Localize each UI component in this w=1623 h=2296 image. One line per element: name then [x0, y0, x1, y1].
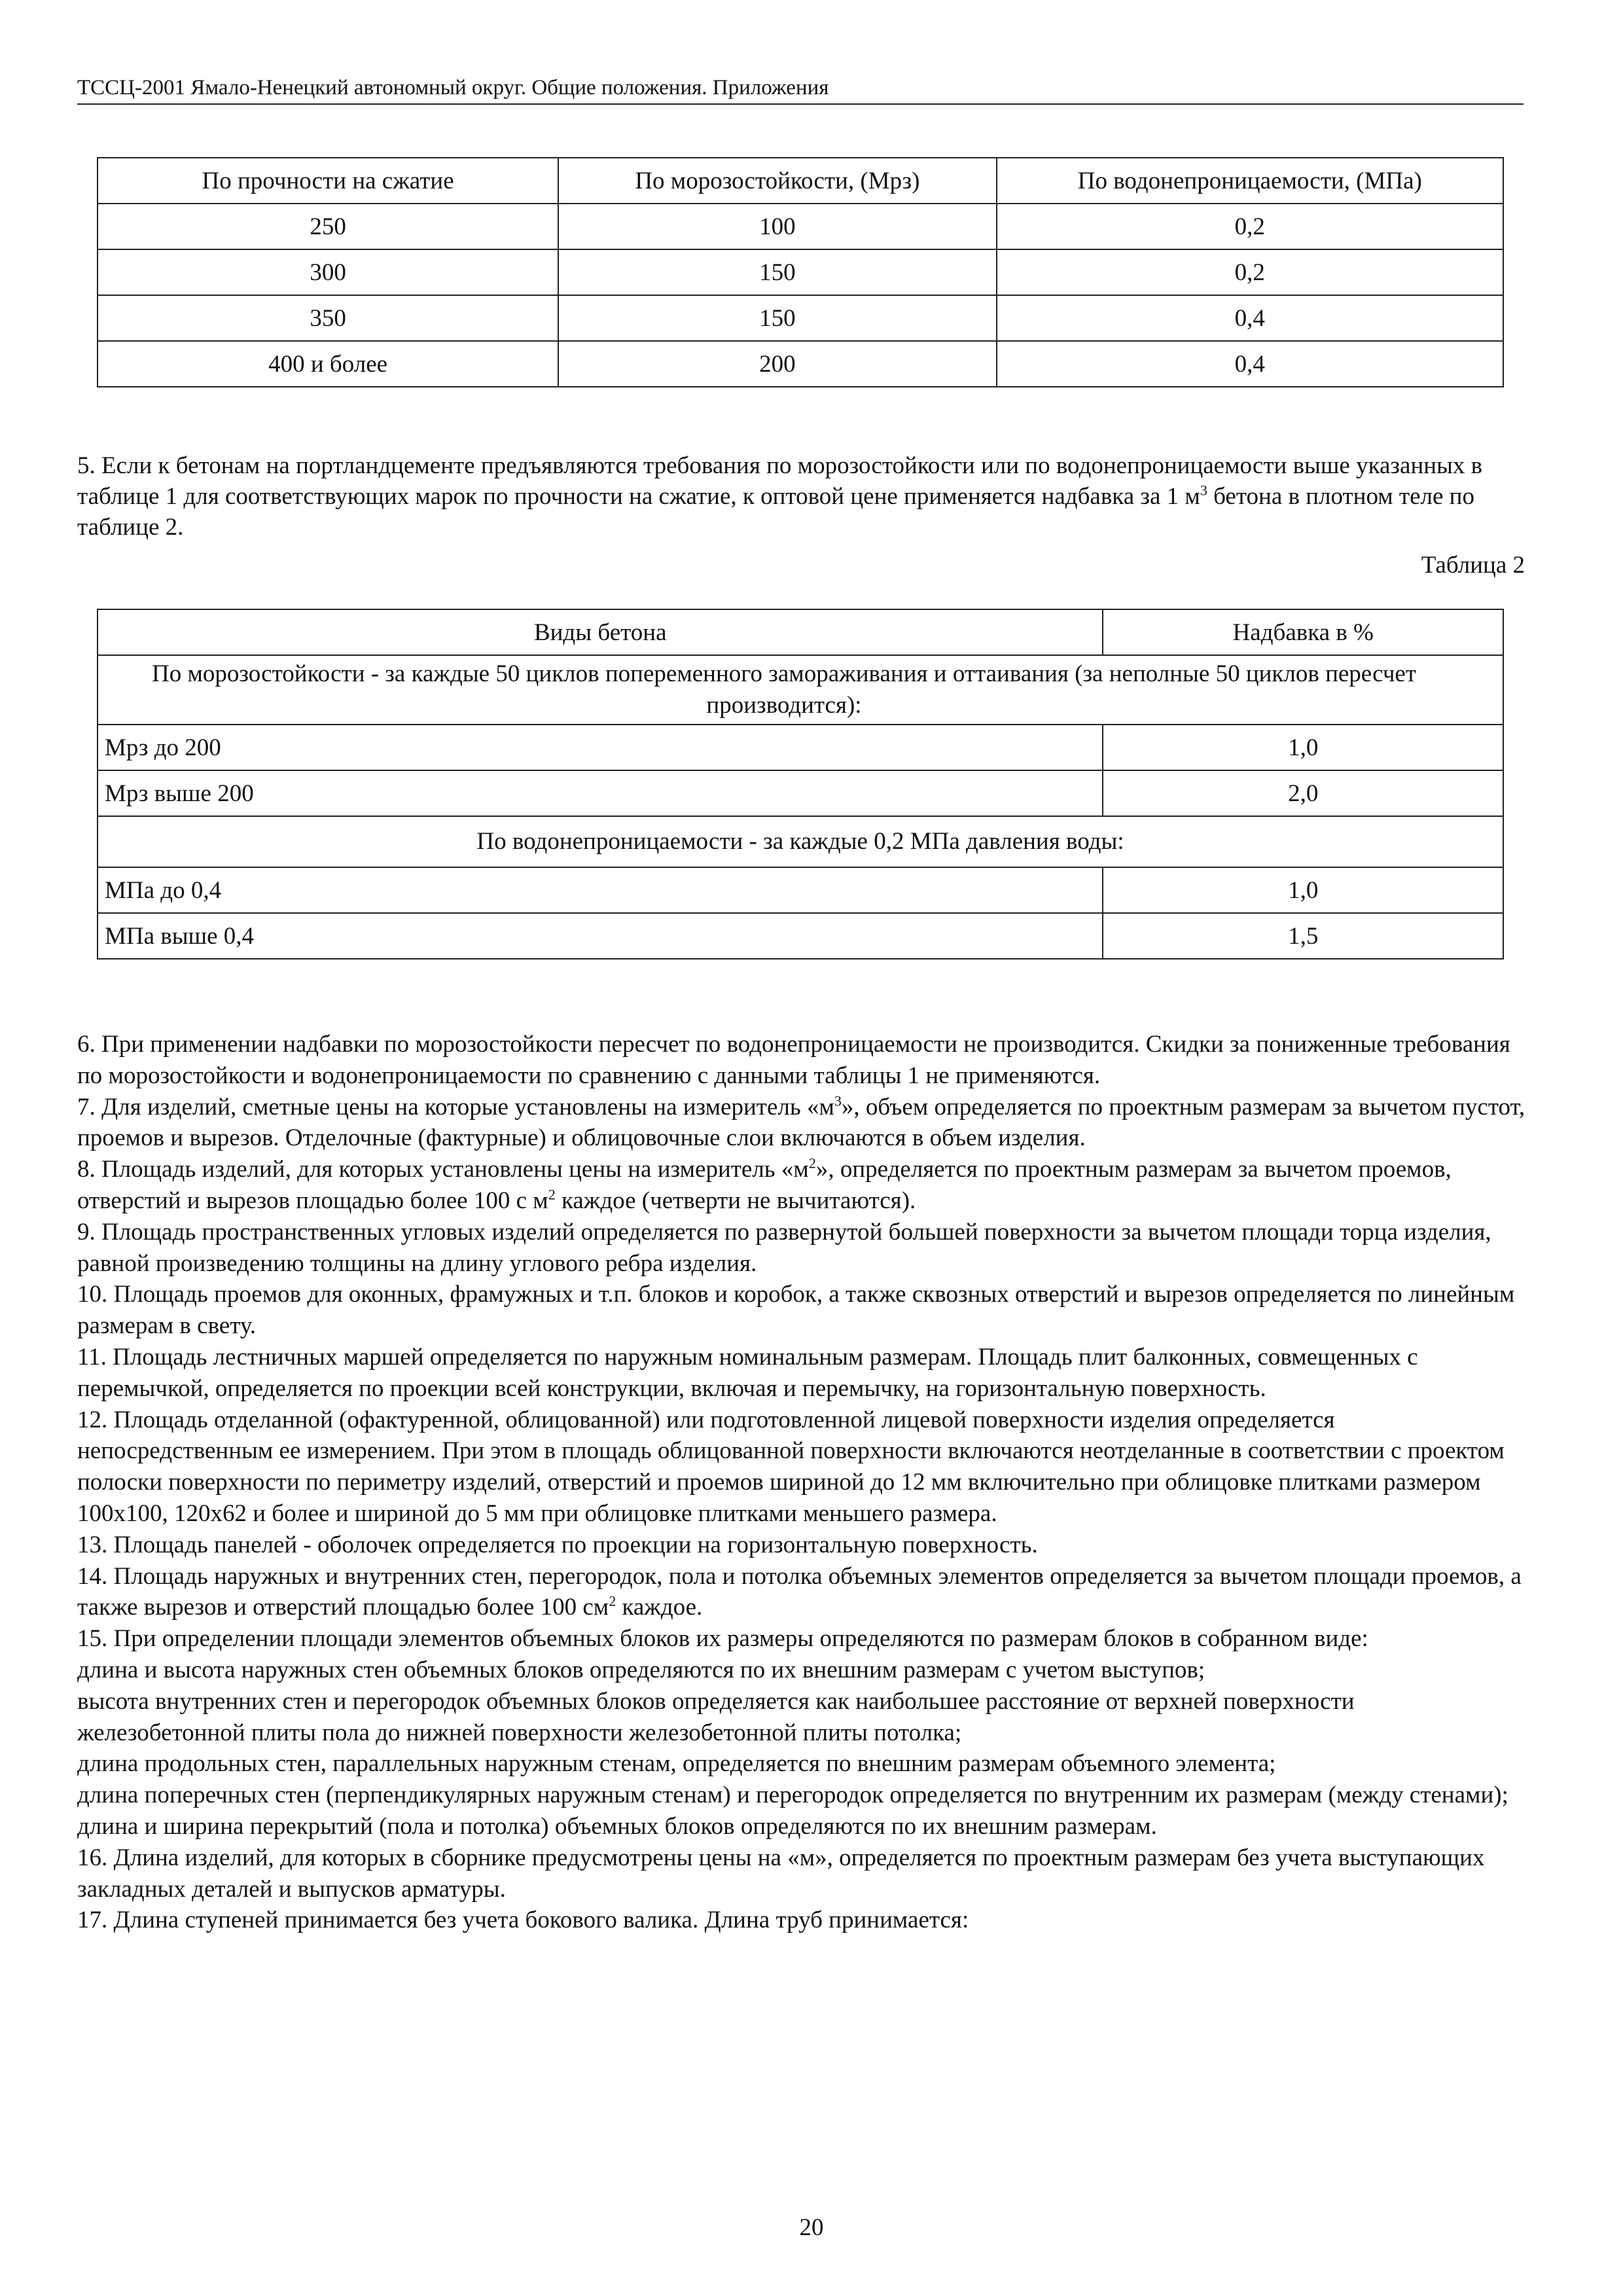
table-cell: 150 — [558, 249, 996, 295]
superscript: 2 — [609, 1593, 616, 1610]
paragraph-15-item: длина и высота наружных стен объемных блоков определяются по их внешним размерам с учетом выступов; — [77, 1656, 1205, 1683]
table-cell: Мрз выше 200 — [98, 770, 1103, 816]
table-row — [98, 204, 1503, 249]
table-row — [98, 913, 1503, 959]
table-cell: 0,4 — [997, 295, 1503, 341]
table-cell: 0,2 — [997, 204, 1503, 249]
table-2-header-type: Виды бетона — [98, 609, 1103, 655]
table-cell: МПа до 0,4 — [98, 867, 1103, 913]
table-2-section-frost: По морозостойкости - за каждые 50 циклов попеременного замораживания и оттаивания (за неполные 50 циклов пересчет производится): — [98, 655, 1503, 725]
table-2-section-row — [98, 655, 1503, 725]
paragraph-9: 9. Площадь пространственных угловых изделий определяется по развернутой большей поверхности за вычетом площади торца изделия, равной произведению толщины на длину углового ребра изделия. — [77, 1218, 1491, 1277]
paragraph-text: 14. Площадь наружных и внутренних стен, перегородок, пола и потолка объемных элементов определяется за вычетом площади проемов, а также вырезов и отверстий площадью более 100 см — [77, 1562, 1522, 1621]
table-cell: Мрз до 200 — [98, 725, 1103, 770]
table-row — [98, 725, 1503, 770]
table-row — [98, 341, 1503, 387]
table-2-header-surcharge: Надбавка в % — [1103, 609, 1503, 655]
table-cell: 0,2 — [997, 249, 1503, 295]
table-cell: 150 — [558, 295, 996, 341]
paragraph-16: 16. Длина изделий, для которых в сборнике предусмотрены цены на «м», определяется по проектным размерам без учета выступающих закладных деталей и выпусков арматуры. — [77, 1844, 1485, 1903]
paragraph-15-item: длина продольных стен, параллельных наружным стенам, определяется по внешним размерам объемного элемента; — [77, 1750, 1276, 1778]
superscript: 3 — [834, 1092, 842, 1109]
table-cell: 250 — [98, 204, 558, 249]
paragraph-15-item: высота внутренних стен и перегородок объемных блоков определяется как наибольшее расстояние от верхней поверхности железобетонной плиты пола до нижней поверхности железобетонной плиты потолка; — [77, 1687, 1355, 1746]
paragraph-5 — [77, 450, 1527, 543]
paragraph-text: 5. Если к бетонам на портландцементе предъявляются требования по морозостойкости или по водонепроницаемости выше указанных в таблице 1 для соответствующих марок по прочности на сжатие, к оптовой цене применяется надбавка за 1 м — [77, 452, 1483, 510]
body-text — [77, 1029, 1527, 1936]
paragraph-6: 6. При применении надбавки по морозостойкости пересчет по водонепроницаемости не производится. Скидки за пониженные требования по морозостойкости и водонепроницаемости по сравнению с данными таблицы 1 не применяются. — [77, 1031, 1510, 1089]
paragraph-text: каждое (четверти не вычитаются). — [555, 1187, 916, 1214]
running-header: ТССЦ-2001 Ямало-Ненецкий автономный округ. Общие положения. Приложения — [77, 73, 1524, 105]
table-2-section-water: По водонепроницаемости - за каждые 0,2 МПа давления воды: — [98, 816, 1503, 867]
paragraph-11: 11. Площадь лестничных маршей определяется по наружным номинальным размерам. Площадь плит балконных, совмещенных с перемычкой, определяется по проекции всей конструкции, включая и перемычку, на горизонтальную поверхность. — [77, 1343, 1418, 1402]
superscript: 3 — [1200, 482, 1207, 499]
table-2-caption: Таблица 2 — [1421, 552, 1525, 579]
paragraph-text: », определяется по проектным размерам за вычетом проемов, отверстий и вырезов площадью более 100 с м — [77, 1156, 1452, 1214]
table-cell: МПа выше 0,4 — [98, 913, 1103, 959]
paragraph-12: 12. Площадь отделанной (офактуренной, облицованной) или подготовленной лицевой поверхности изделия определяется непосредственным ее измерением. При этом в площадь облицованной поверхности включаются неотделанные в соответствии с проектом полоски поверхности по периметру изделий, отверстий и проемов шириной до 12 мм включительно при облицовке плитками размером 100х100, 120х62 и более и шириной до 5 мм при облицовке плитками меньшего размера. — [77, 1406, 1505, 1527]
superscript: 2 — [548, 1186, 556, 1203]
table-cell: 200 — [558, 341, 996, 387]
table-1-header-frost: По морозостойкости, (Мрз) — [558, 158, 996, 204]
table-cell: 1,0 — [1103, 867, 1503, 913]
table-cell: 350 — [98, 295, 558, 341]
paragraph-text: », объем определяется по проектным размерам за вычетом пустот, проемов и вырезов. Отделочные (фактурные) и облицовочные слои включаются в объем изделия. — [77, 1093, 1525, 1152]
table-row — [98, 295, 1503, 341]
paragraph-15-item: длина поперечных стен (перпендикулярных наружным стенам) и перегородок определяется по внутренним их размерам (между стенами); — [77, 1782, 1508, 1809]
paragraph-8 — [77, 1154, 1527, 1217]
paragraph-17: 17. Длина ступеней принимается без учета бокового валика. Длина труб принимается: — [77, 1907, 969, 1934]
table-cell: 2,0 — [1103, 770, 1503, 816]
table-cell: 0,4 — [997, 341, 1503, 387]
paragraph-text: 7. Для изделий, сметные цены на которые установлены на измеритель «м — [77, 1093, 834, 1121]
page-number: 20 — [799, 2214, 824, 2241]
paragraph-text: 8. Площадь изделий, для которых установлены цены на измеритель «м — [77, 1156, 809, 1183]
table-row — [98, 867, 1503, 913]
table-row — [98, 249, 1503, 295]
table-cell: 100 — [558, 204, 996, 249]
table-2-header-row — [98, 609, 1503, 655]
paragraph-13: 13. Площадь панелей - оболочек определяется по проекции на горизонтальную поверхность. — [77, 1531, 1038, 1558]
table-1-header-row — [98, 158, 1503, 204]
table-1 — [97, 157, 1504, 387]
table-cell: 400 и более — [98, 341, 558, 387]
table-cell: 1,5 — [1103, 913, 1503, 959]
table-1-header-water: По водонепроницаемости, (МПа) — [997, 158, 1503, 204]
table-2-section-row — [98, 816, 1503, 867]
table-2 — [97, 609, 1504, 960]
paragraph-10: 10. Площадь проемов для оконных, фрамужных и т.п. блоков и коробок, а также сквозных отверстий и вырезов определяется по линейным размерам в свету. — [77, 1281, 1515, 1340]
paragraph-14 — [77, 1561, 1527, 1624]
paragraph-text: каждое. — [616, 1594, 703, 1621]
paragraph-15: 15. При определении площади элементов объемных блоков их размеры определяются по размерам блоков в собранном виде: — [77, 1625, 1368, 1653]
table-row — [98, 770, 1503, 816]
paragraph-15-item: длина и ширина перекрытий (пола и потолка) объемных блоков определяются по их внешним размерам. — [77, 1812, 1157, 1840]
superscript: 2 — [808, 1155, 816, 1172]
table-cell: 1,0 — [1103, 725, 1503, 770]
paragraph-7 — [77, 1092, 1527, 1155]
table-cell: 300 — [98, 249, 558, 295]
table-1-header-strength: По прочности на сжатие — [98, 158, 558, 204]
paragraph-text: бетона в плотном теле по таблице 2. — [77, 483, 1474, 541]
